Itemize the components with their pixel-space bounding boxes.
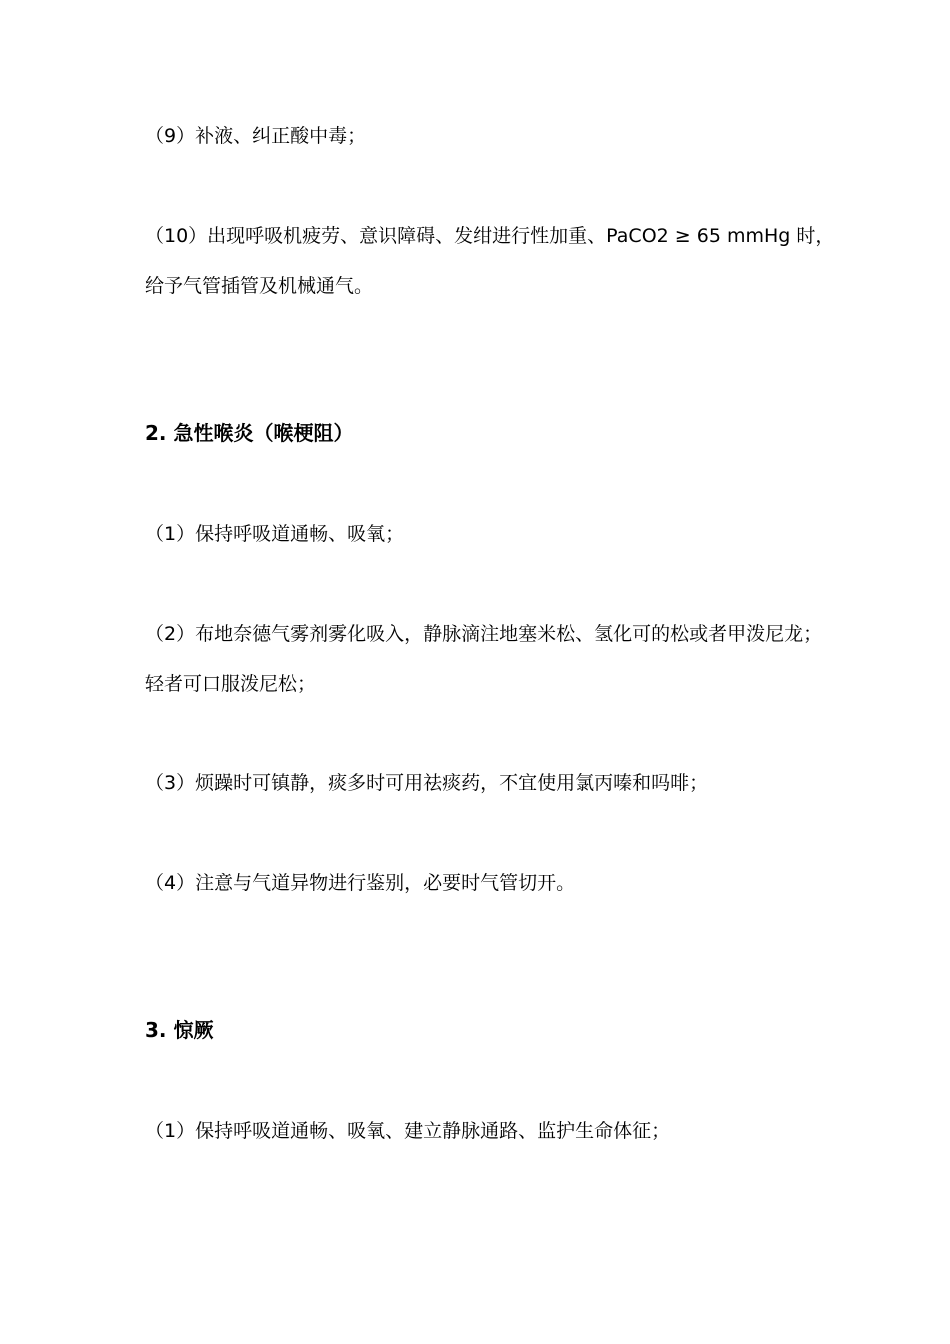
paragraph-item-10-continued: 给予气管插管及机械通气。 <box>145 275 374 297</box>
section2-item-2-continued: 轻者可口服泼尼松； <box>145 673 317 695</box>
section3-item-1: （1）保持呼吸道通畅、吸氧、建立静脉通路、监护生命体征； <box>145 1120 671 1142</box>
section2-item-2: （2）布地奈德气雾剂雾化吸入，静脉滴注地塞米松、氢化可的松或者甲泼尼龙； <box>145 623 823 645</box>
section2-item-1: （1）保持呼吸道通畅、吸氧； <box>145 523 405 545</box>
paragraph-item-10: （10）出现呼吸机疲劳、意识障碍、发绀进行性加重、PaCO2 ≥ 65 mmHg 时， <box>145 225 835 247</box>
paragraph-item-9: （9）补液、纠正酸中毒； <box>145 125 367 147</box>
section2-item-3: （3）烦躁时可镇静，痰多时可用祛痰药，不宜使用氯丙嗪和吗啡； <box>145 772 709 794</box>
section-heading-convulsion: 3. 惊厥 <box>145 1018 214 1042</box>
section-heading-acute-laryngitis: 2. 急性喉炎（喉梗阻） <box>145 421 354 445</box>
section2-item-4: （4）注意与气道异物进行鉴别，必要时气管切开。 <box>145 872 576 894</box>
